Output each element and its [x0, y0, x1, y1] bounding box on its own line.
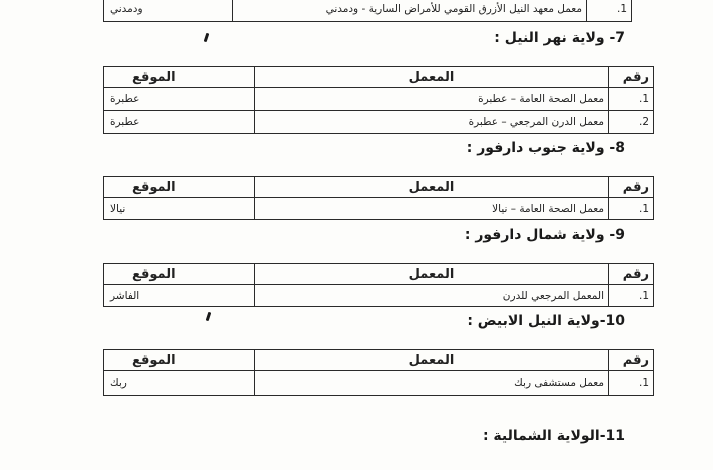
section-heading-south-darfur: 8- ولاية جنوب دارفور :	[466, 140, 625, 156]
table-north-darfur	[103, 263, 654, 307]
header-location: الموقع	[104, 350, 255, 371]
table-river-nile	[103, 66, 654, 134]
section-heading-river-nile: 7- ولاية نهر النيل :	[494, 30, 625, 46]
header-location: الموقع	[104, 177, 255, 198]
section-heading-north-darfur: 9- ولاية شمال دارفور :	[464, 227, 625, 243]
row-number: 2.	[609, 111, 654, 134]
header-lab: المعمل	[255, 264, 609, 285]
header-number: رقم	[609, 350, 654, 371]
lab-name: معمل الدرن المرجعي – عطبرة	[255, 111, 609, 134]
lab-name: معمل الصحة العامة – نيالا	[255, 198, 609, 220]
lab-location: ودمدني	[104, 0, 233, 22]
row-number: 1.	[609, 88, 654, 111]
lab-name: معمل مستشفى ربك	[255, 371, 609, 396]
table-row	[104, 198, 654, 220]
row-number: 1.	[587, 0, 632, 22]
header-number: رقم	[609, 177, 654, 198]
header-location: الموقع	[104, 67, 255, 88]
header-number: رقم	[609, 264, 654, 285]
header-lab: المعمل	[255, 177, 609, 198]
table-header-row	[104, 177, 654, 198]
pen-mark	[204, 33, 210, 42]
table-header-row	[104, 350, 654, 371]
lab-name: المعمل المرجعي للدرن	[255, 285, 609, 307]
pen-mark	[206, 312, 212, 321]
table-top-partial	[103, 0, 632, 22]
lab-name: معمل معهد النيل الأزرق القومي للأمراض السارية - ودمدني	[233, 0, 587, 22]
table-row	[104, 111, 654, 134]
table-header-row	[104, 264, 654, 285]
section-heading-white-nile: 10-ولاية النيل الابيض :	[467, 313, 625, 329]
lab-location: عطبرة	[104, 111, 255, 134]
header-number: رقم	[609, 67, 654, 88]
lab-location: نيالا	[104, 198, 255, 220]
header-lab: المعمل	[255, 67, 609, 88]
header-lab: المعمل	[255, 350, 609, 371]
table-white-nile	[103, 349, 654, 396]
row-number: 1.	[609, 198, 654, 220]
lab-location: عطبرة	[104, 88, 255, 111]
section-heading-northern: 11-الولاية الشمالية :	[482, 428, 625, 444]
table-header-row	[104, 67, 654, 88]
table-south-darfur	[103, 176, 654, 220]
header-location: الموقع	[104, 264, 255, 285]
lab-name: معمل الصحة العامة – عطبرة	[255, 88, 609, 111]
lab-location: الفاشر	[104, 285, 255, 307]
lab-location: ربك	[104, 371, 255, 396]
table-row	[104, 371, 654, 396]
table-row	[104, 285, 654, 307]
table-row	[104, 88, 654, 111]
row-number: 1.	[609, 285, 654, 307]
table-row	[104, 0, 632, 22]
row-number: 1.	[609, 371, 654, 396]
